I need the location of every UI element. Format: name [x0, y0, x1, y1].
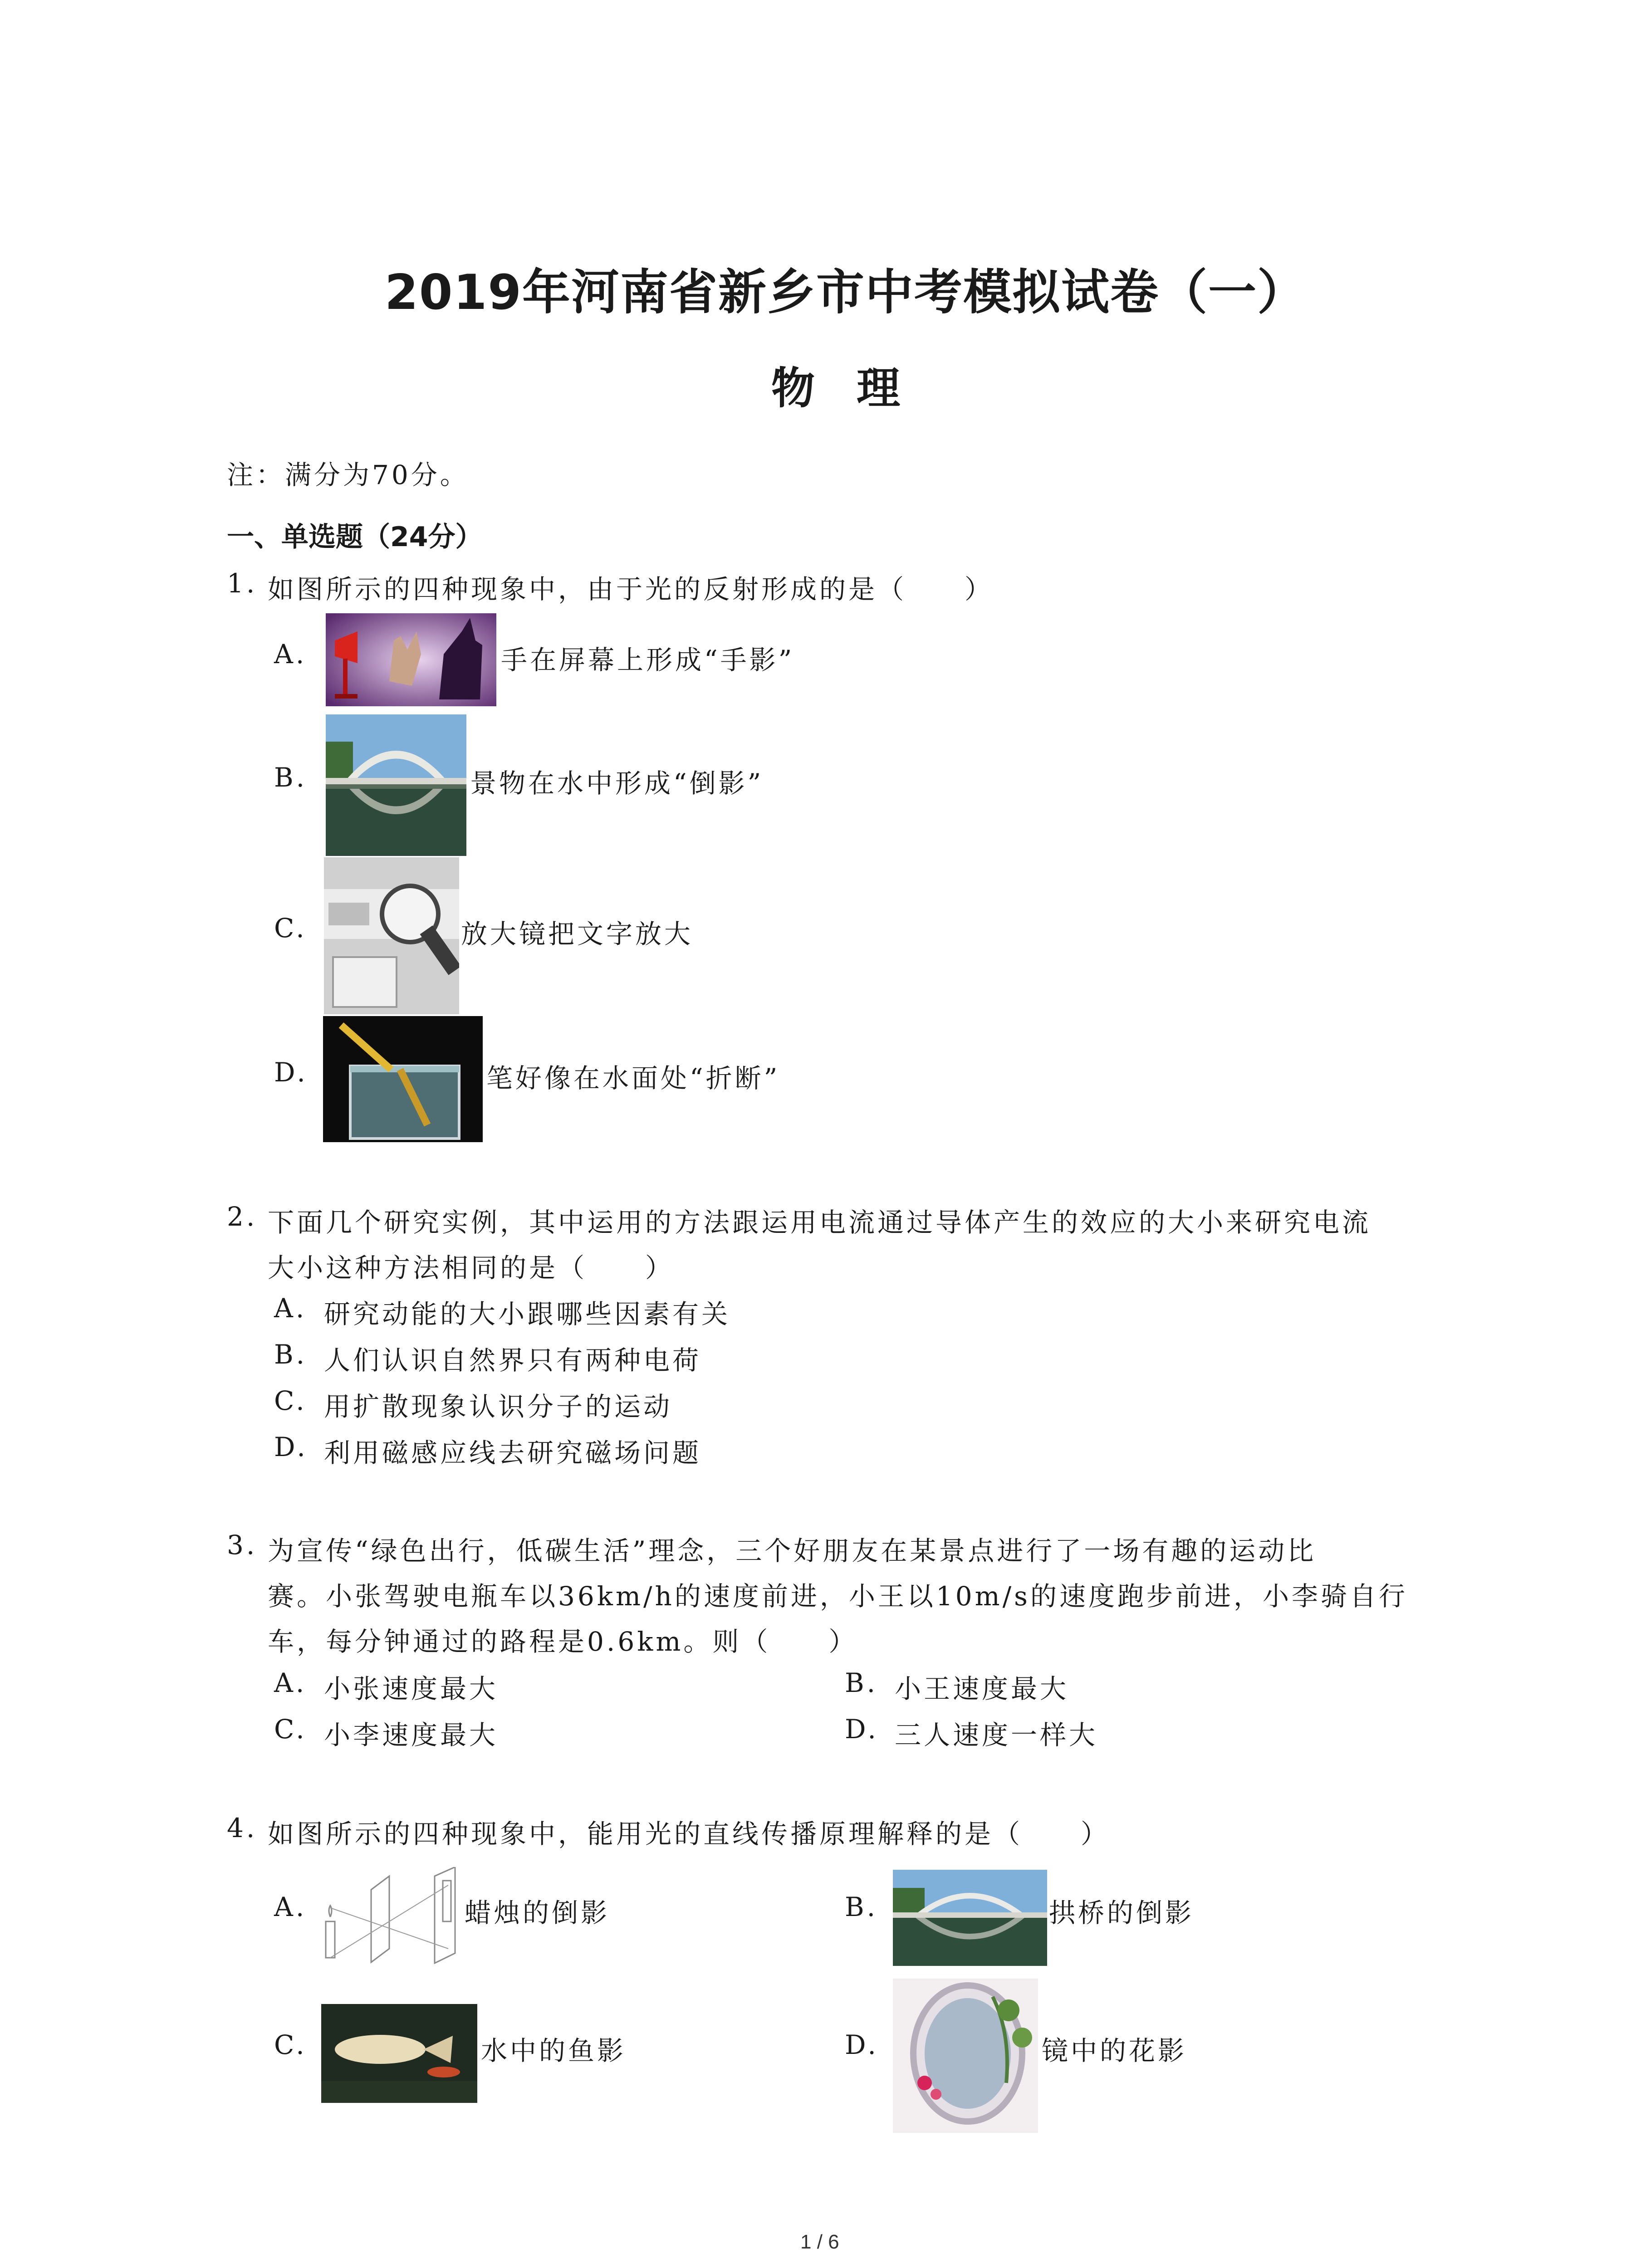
- hand-shadow-image: [326, 613, 496, 706]
- q2-option-b-text: 人们认识自然界只有两种电荷: [324, 1345, 702, 1376]
- q3-option-a-label: A.: [274, 1667, 307, 1698]
- q4-option-a-text: 蜡烛的倒影: [465, 1897, 610, 1928]
- q2-option-c-label: C.: [274, 1385, 307, 1416]
- arch-bridge-image: [893, 1870, 1047, 1966]
- question-3-stem-line-1: 为宣传“绿色出行，低碳生活”理念，三个好朋友在某景点进行了一场有趣的运动比: [268, 1535, 1317, 1566]
- fish-image: [321, 2004, 477, 2103]
- question-2-stem-line-2: 大小这种方法相同的是（ ）: [268, 1252, 675, 1283]
- q2-option-c-text: 用扩散现象认识分子的运动: [324, 1391, 673, 1422]
- q3-option-c-label: C.: [274, 1714, 307, 1745]
- q1-option-c-text: 放大镜把文字放大: [461, 919, 694, 949]
- candle-pinhole-image: [321, 1867, 463, 1965]
- page-number: 1 / 6: [800, 2231, 839, 2253]
- bridge-reflection-image: [326, 714, 466, 856]
- q3-option-c-text: 小李速度最大: [324, 1720, 499, 1750]
- q1-option-b-label: B.: [274, 762, 308, 793]
- mirror-flower-image: [893, 1979, 1038, 2133]
- pencil-in-water-image: [323, 1016, 483, 1142]
- q3-option-a-text: 小张速度最大: [324, 1673, 499, 1704]
- question-4-stem: 如图所示的四种现象中，能用光的直线传播原理解释的是（ ）: [268, 1818, 1110, 1849]
- score-note: 注：满分为70分。: [227, 459, 469, 490]
- q1-option-d-label: D.: [274, 1057, 308, 1088]
- q1-option-a-label: A.: [274, 639, 307, 670]
- q2-option-d-label: D.: [274, 1432, 308, 1462]
- question-2-number: 2.: [227, 1201, 258, 1232]
- q2-option-b-label: B.: [274, 1339, 308, 1370]
- q1-option-b-text: 景物在水中形成“倒影”: [470, 768, 764, 799]
- question-4-number: 4.: [227, 1813, 258, 1843]
- q4-option-d-label: D.: [845, 2029, 879, 2060]
- q1-option-d-text: 笔好像在水面处“折断”: [486, 1063, 780, 1094]
- q4-option-c-text: 水中的鱼影: [481, 2035, 627, 2066]
- q4-option-c-label: C.: [274, 2029, 307, 2060]
- subject-title: 物理: [771, 363, 942, 414]
- question-2-stem-line-1: 下面几个研究实例，其中运用的方法跟运用电流通过导体产生的效应的大小来研究电流: [268, 1207, 1372, 1238]
- question-1-number: 1.: [227, 568, 258, 599]
- q1-option-c-label: C.: [274, 913, 307, 943]
- question-3-stem-line-2: 赛。小张驾驶电瓶车以36km/h的速度前进，小王以10m/s的速度跑步前进，小李骑自行: [268, 1581, 1408, 1612]
- q4-option-b-label: B.: [845, 1892, 878, 1922]
- magnifier-image: [324, 857, 459, 1014]
- q3-option-d-label: D.: [845, 1714, 879, 1745]
- q3-option-b-text: 小王速度最大: [895, 1673, 1069, 1704]
- q3-option-b-label: B.: [845, 1667, 878, 1698]
- question-3-number: 3.: [227, 1530, 258, 1560]
- q2-option-d-text: 利用磁感应线去研究磁场问题: [324, 1437, 702, 1468]
- q2-option-a-text: 研究动能的大小跟哪些因素有关: [324, 1299, 731, 1330]
- exam-title: 2019年河南省新乡市中考模拟试卷（一）: [385, 264, 1307, 320]
- q3-option-d-text: 三人速度一样大: [895, 1720, 1098, 1750]
- section-heading: 一、单选题（24分）: [227, 521, 483, 553]
- q4-option-b-text: 拱桥的倒影: [1049, 1897, 1195, 1928]
- q1-option-a-text: 手在屏幕上形成“手影”: [501, 645, 795, 675]
- q2-option-a-label: A.: [274, 1293, 307, 1324]
- q4-option-d-text: 镜中的花影: [1042, 2035, 1187, 2066]
- question-3-stem-line-3: 车，每分钟通过的路程是0.6km。则（ ）: [268, 1626, 858, 1657]
- q4-option-a-label: A.: [274, 1892, 307, 1922]
- question-1-stem: 如图所示的四种现象中，由于光的反射形成的是（ ）: [268, 574, 994, 605]
